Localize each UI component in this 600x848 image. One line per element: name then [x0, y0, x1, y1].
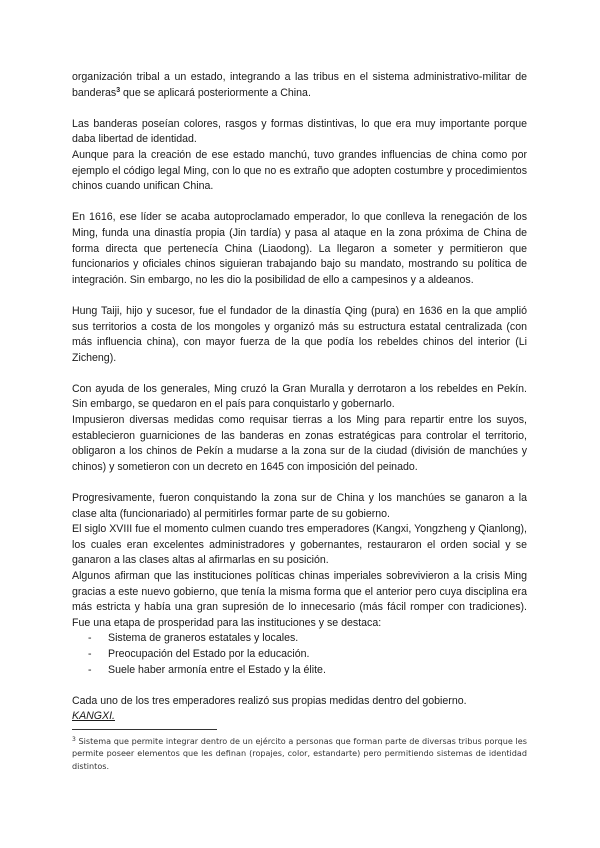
- list-item: - Suele haber armonía entre el Estado y la élite.: [88, 663, 527, 679]
- paragraph: Cada uno de los tres emperadores realizó sus propias medidas dentro del gobierno.: [72, 694, 467, 707]
- paragraph: organización tribal a un estado, integrando a las tribus en el sistema administrativo-militar de banderas$^3$ que se aplicará posteriormente a China.: [72, 71, 527, 99]
- bullet-list: [72, 631, 527, 678]
- paragraph: Aunque para la creación de ese estado manchú, tuvo grandes influencias de china como por ejemplo el código legal Ming, con lo que no es extraño que adopten costumbre y procedimientos chinos cuando unifican China.: [72, 148, 527, 193]
- footnote-text: Sistema que permite integrar dentro de un ejército a personas que forman parte de diversas tribus porque les permite poseer elementos que les definan (ropajes, color, estandarte) pero permitiendo sistemas de identidad distintos.: [72, 736, 527, 771]
- footnote-separator: [72, 729, 217, 730]
- paragraph: Progresivamente, fueron conquistando la zona sur de China y los manchúes se ganaron a la clase alta (funcionariado) al permitirles formar parte de su gobierno.: [72, 492, 527, 520]
- list-item: - Preocupación del Estado por la educación.: [88, 647, 527, 663]
- paragraph: Las banderas poseían colores, rasgos y formas distintivas, lo que era muy importante porque daba libertad de identidad.: [72, 117, 527, 146]
- paragraph: En 1616, ese líder se acaba autoproclamado emperador, lo que conlleva la renegación de los Ming, funda una dinastía propia (Jin tardía) y pasa al ataque en la zona próxima de China de forma directa que pertenecía China (Liaodong). La llegaron a someter y permitieron que funcionarios y oficiales chinos siguieran trabajando bajo su mandato, mostrando su política de integración. Sin embargo, no les dio la posibilidad de ello a campesinos y a aldeanos.: [72, 211, 527, 286]
- paragraph: Algunos afirman que las instituciones políticas chinas imperiales sobrevivieron a la crisis Ming gracias a este nuevo gobierno, que tenía la misma forma que el anterior pero cuya disciplina era más estricta y había una gran supresión de lo innecesario (más fácil romper con tradiciones). Fue una etapa de prosperidad para las instituciones y se destaca:: [72, 570, 527, 629]
- body-text: [72, 70, 527, 725]
- footnote-number: 3: [72, 736, 76, 743]
- section-subheading: KANGXI.: [72, 710, 115, 723]
- list-item: - Sistema de graneros estatales y locales.: [88, 631, 527, 647]
- paragraph: Con ayuda de los generales, Ming cruzó la Gran Muralla y derrotaron a los rebeldes en Pekín. Sin embargo, se quedaron en el país para conquistarlo y gobernarlo.: [72, 382, 527, 411]
- footnote: [72, 735, 527, 772]
- paragraph: Hung Taiji, hijo y sucesor, fue el fundador de la dinastía Qing (pura) en 1636 en la que amplió sus territorios a costa de los mongoles y organizó más su estructura estatal centralizada (con más influencia china), con mayor fuerza de la que podía los rebeldes chinos del interior (Li Zicheng).: [72, 304, 527, 364]
- paragraph: Impusieron diversas medidas como requisar tierras a los Ming para repartir entre los suyos, establecieron guarniciones de las banderas en zonas estratégicas para controlar el territorio, obligaron a los chinos de Pekín a mudarse a la zona sur de la ciudad (división de manchúes y chinos) y sometieron con un decreto en 1645 con imposición del peinado.: [72, 414, 527, 473]
- paragraph: El siglo XVIII fue el momento culmen cuando tres emperadores (Kangxi, Yongzheng y Qianlong), los cuales eran excelentes administradores y gobernantes, restauraron el orden social y se ganaron a las clases altas al afirmarlas en su posición.: [72, 523, 527, 567]
- footnote-ref[interactable]: 3: [116, 86, 121, 94]
